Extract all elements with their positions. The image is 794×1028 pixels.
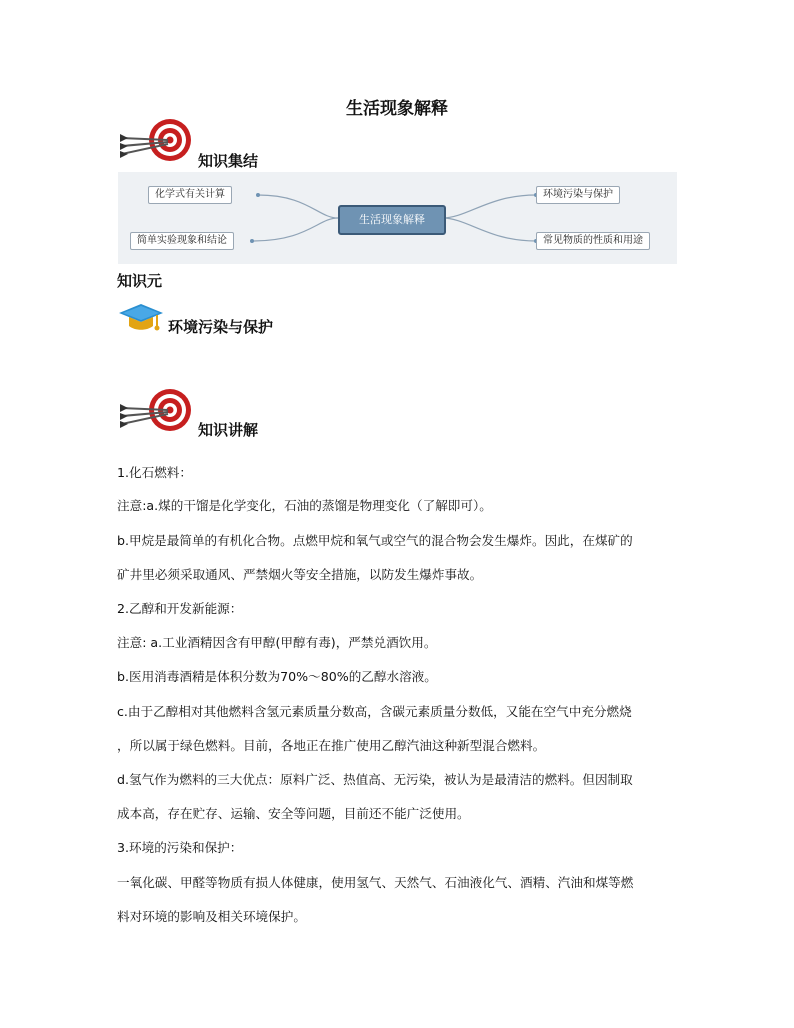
section-heading-units: 知识元 (117, 272, 163, 290)
paragraph: ，所以属于绿色燃料。目前，各地正在推广使用乙醇汽油这种新型混合燃料。 (117, 738, 546, 753)
section-heading-gather: 知识集结 (198, 152, 259, 170)
paragraph: b.医用消毒酒精是体积分数为70%～80%的乙醇水溶液。 (117, 669, 437, 684)
paragraph: 3.环境的污染和保护： (117, 840, 243, 855)
mindmap-node-environment: 环境污染与保护 (536, 186, 620, 204)
paragraph: 料对环境的影响及相关环境保护。 (117, 909, 306, 924)
mindmap-center-node: 生活现象解释 (338, 205, 446, 235)
paragraph: 矿井里必须采取通风、严禁烟火等安全措施，以防发生爆炸事故。 (117, 567, 483, 582)
mindmap (118, 172, 677, 264)
dartboard-target-icon (118, 386, 194, 434)
paragraph: b.甲烷是最简单的有机化合物。点燃甲烷和氧气或空气的混合物会发生爆炸。因此，在煤矿的 (117, 533, 633, 548)
section-heading-explain: 知识讲解 (198, 421, 259, 439)
page-title: 生活现象解释 (346, 99, 448, 119)
paragraph: c.由于乙醇相对其他燃料含氢元素质量分数高，含碳元素质量分数低，又能在空气中充分燃烧 (117, 704, 632, 719)
graduation-cap-icon (117, 302, 165, 334)
mindmap-node-experiment: 简单实验现象和结论 (130, 232, 234, 250)
paragraph: 成本高，存在贮存、运输、安全等问题，目前还不能广泛使用。 (117, 806, 470, 821)
dartboard-target-icon (118, 116, 194, 164)
mindmap-node-formula: 化学式有关计算 (148, 186, 232, 204)
paragraph: d.氢气作为燃料的三大优点：原料广泛、热值高、无污染，被认为是最清洁的燃料。但因制取 (117, 772, 633, 787)
mindmap-node-substances: 常见物质的性质和用途 (536, 232, 650, 250)
paragraph: 注意:a.煤的干馏是化学变化，石油的蒸馏是物理变化（了解即可）。 (117, 498, 492, 513)
paragraph: 注意: a.工业酒精因含有甲醇(甲醇有毒)，严禁兑酒饮用。 (117, 635, 437, 650)
subsection-heading-env: 环境污染与保护 (168, 318, 274, 336)
paragraph: 一氧化碳、甲醛等物质有损人体健康，使用氢气、天然气、石油液化气、酒精、汽油和煤等燃 (117, 875, 634, 890)
paragraph: 1.化石燃料： (117, 465, 192, 480)
paragraph: 2.乙醇和开发新能源： (117, 601, 243, 616)
